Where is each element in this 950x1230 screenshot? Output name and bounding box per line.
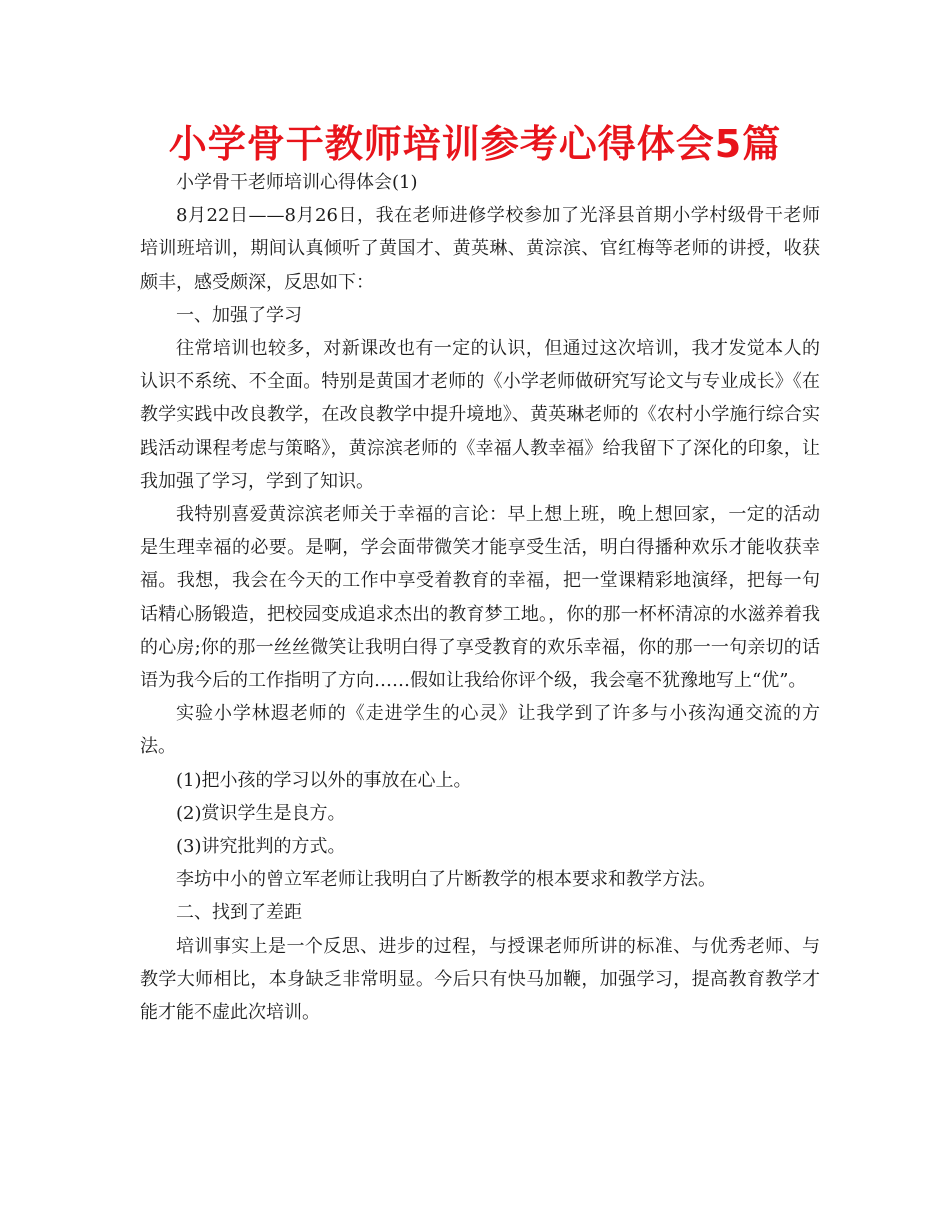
document-title: 小学骨干教师培训参考心得体会5篇 [168,122,782,166]
document-body [140,166,820,1029]
list-item: (2)赏识学生是良方。 [176,802,346,824]
body-paragraph: 8月22日——8月26日，我在老师进修学校参加了光泽县首期小学村级骨干老师培训班培训，期间认真倾听了黄国才、黄英琳、黄淙滨、官红梅等老师的讲授，收获颇丰，感受颇深，反思如下： [140,205,820,293]
body-paragraph: 李坊中小的曾立军老师让我明白了片断教学的根本要求和教学方法。 [176,869,716,891]
body-paragraph: 实验小学林遐老师的《走进学生的心灵》让我学到了许多与小孩沟通交流的方法。 [140,703,820,758]
body-paragraph: 往常培训也较多，对新课改也有一定的认识，但通过这次培训，我才发觉本人的认识不系统、不全面。特别是黄国才老师的《小学老师做研究写论文与专业成长》《在教学实践中改良教学，在改良教学中提升境地》、黄英琳老师的《农村小学施行综合实践活动课程考虑与策略》，黄淙滨老师的《幸福人教幸福》给我留下了深化的印象，让我加强了学习，学到了知识。 [140,338,820,492]
subtitle-paragraph: 小学骨干老师培训心得体会(1) [176,172,418,193]
list-item: (1)把小孩的学习以外的事放在心上。 [176,769,472,791]
body-paragraph: 培训事实上是一个反思、进步的过程，与授课老师所讲的标准、与优秀老师、与教学大师相比，本身缺乏非常明显。今后只有快马加鞭，加强学习，提高教育教学才能才能不虚此次培训。 [140,935,820,1024]
section-heading: 二、找到了差距 [176,902,302,924]
section-heading: 一、加强了学习 [176,304,302,326]
list-item: (3)讲究批判的方式。 [176,836,346,858]
body-paragraph: 我特别喜爱黄淙滨老师关于幸福的言论：早上想上班，晚上想回家，一定的活动是生理幸福的必要。是啊，学会面带微笑才能享受生活，明白得播种欢乐才能收获幸福。我想，我会在今天的工作中享受着教育的幸福，把一堂课精彩地演绎，把每一句话精心肠锻造，把校园变成追求杰出的教育梦工地。，你的那一杯杯清凉的水滋养着我的心房;你的那一丝丝微笑让我明白得了享受教育的欢乐幸福，你的那一一句亲切的话语为我今后的工作指明了方向……假如让我给你评个级，我会毫不犹豫地写上“优”。 [140,504,820,692]
